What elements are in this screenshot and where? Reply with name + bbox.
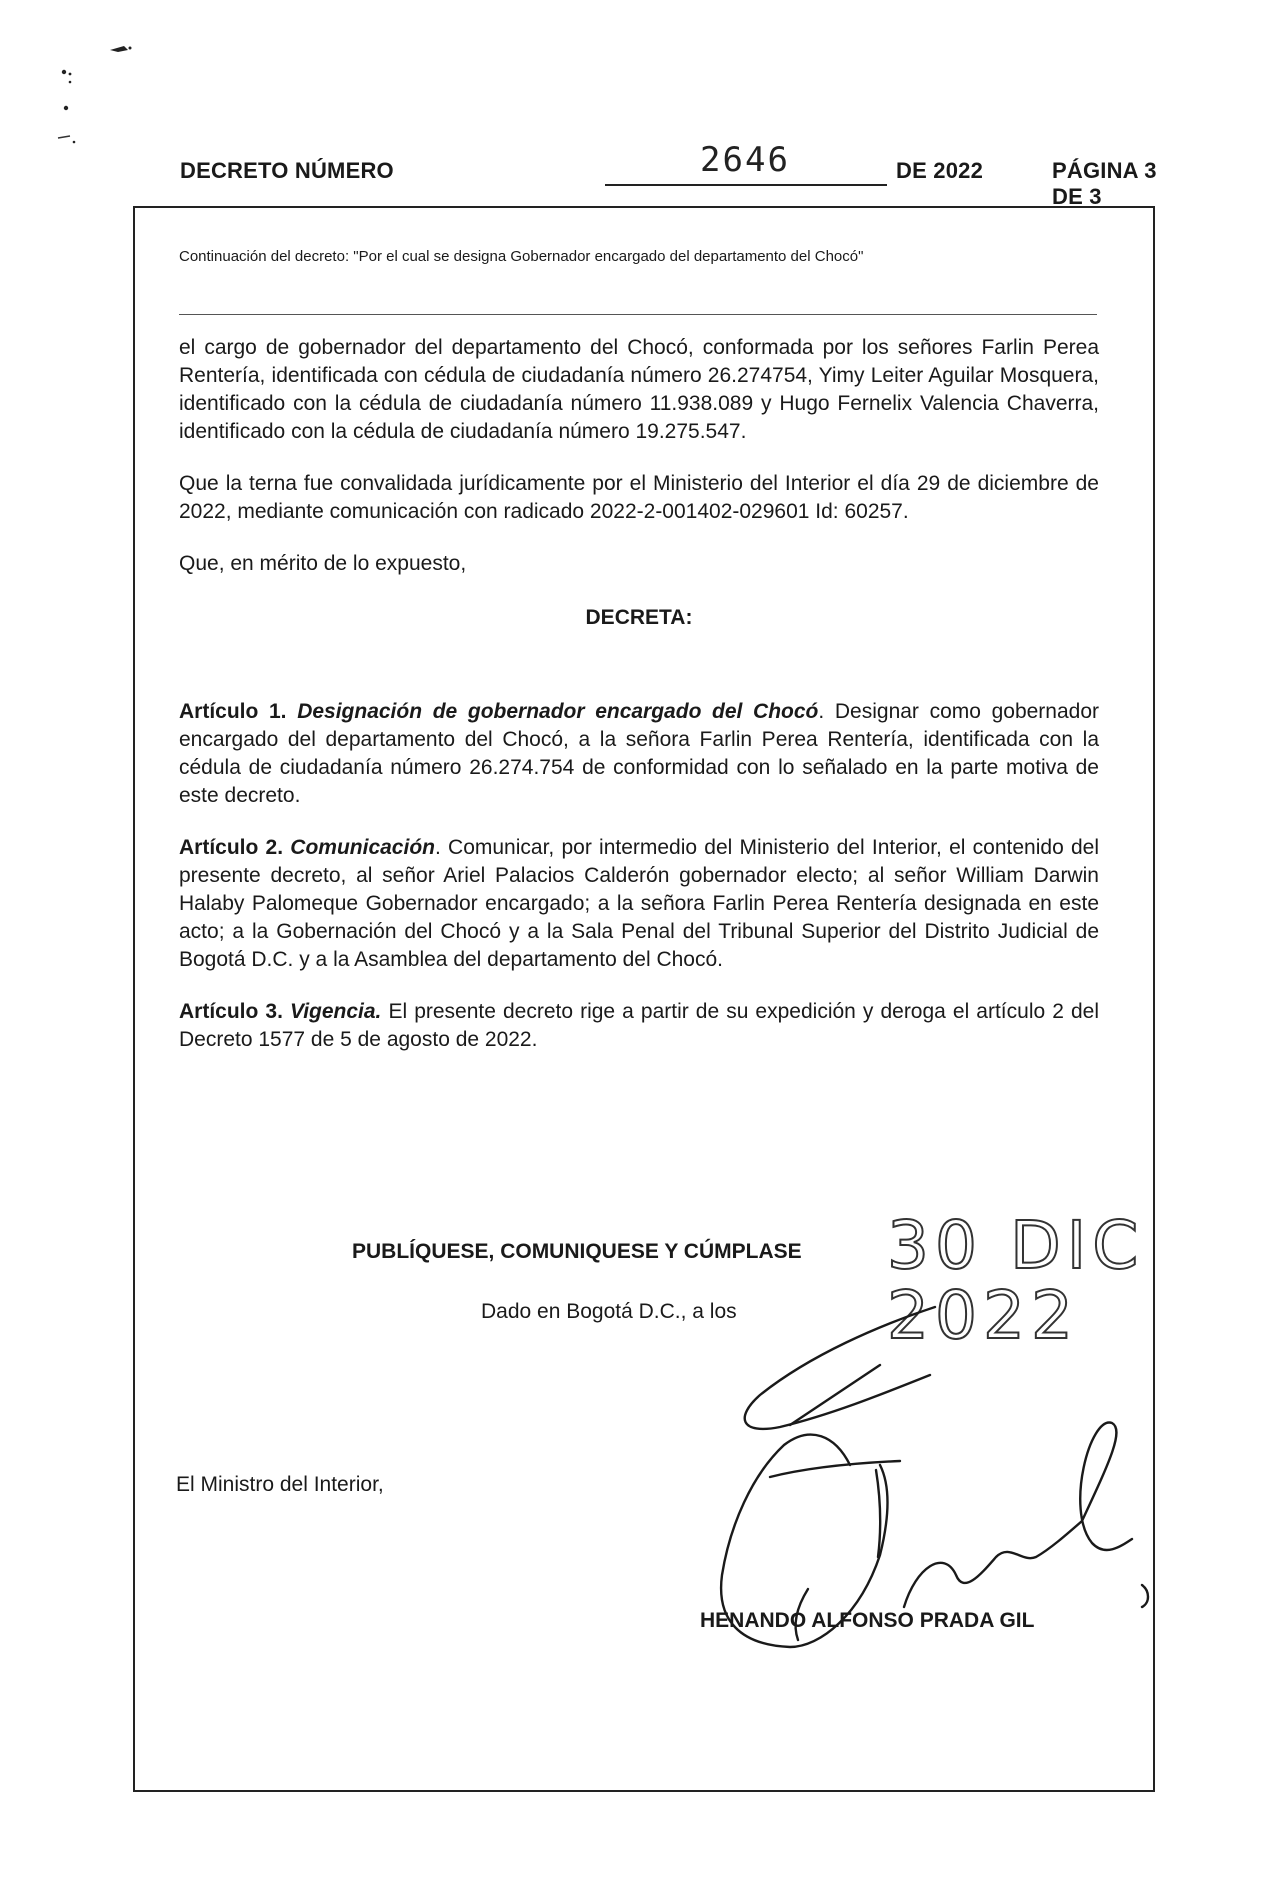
article-1 [179, 698, 1099, 810]
decree-number-line [605, 184, 887, 186]
article-3-title: Vigencia. [289, 1000, 382, 1023]
article-3 [179, 998, 1099, 1054]
decree-body [179, 334, 1099, 1078]
date-stamp: 30 DIC 2022 [887, 1207, 1145, 1354]
signer-name: HENANDO ALFONSO PRADA GIL [700, 1609, 1035, 1632]
article-2-number: Artículo 2. [179, 836, 284, 859]
article-2 [179, 834, 1099, 974]
article-3-text: El presente decreto rige a partir de su expedición y deroga el artículo 2 del Decreto 1577 de 5 de agosto de 2022. [179, 1000, 1099, 1051]
article-3-number: Artículo 3. [179, 1000, 283, 1023]
decreta-heading: DECRETA: [585, 606, 693, 629]
paragraph-merito: Que, en mérito de lo expuesto, [179, 552, 467, 575]
continuation-divider [179, 314, 1097, 315]
decree-header [180, 140, 1180, 209]
closing-formula: PUBLÍQUESE, COMUNIQUESE Y CÚMPLASE [352, 1240, 802, 1263]
decree-number-label: DECRETO NÚMERO [180, 158, 394, 183]
article-1-title: Designación de gobernador encargado del Chocó [297, 700, 819, 723]
article-1-number: Artículo 1. [179, 700, 287, 723]
paragraph-terna: el cargo de gobernador del departamento del Chocó, conformada por los señores Farlin Perea Rentería, identificada con cédula de ciudadanía número 26.274754, Yimy Leiter Aguilar Mosquera, identificado con la cédula de ciudadanía número 11.938.089 y Hugo Fernelix Valencia Chaverra, identificado con la cédula de ciudadanía número 19.275.547. [179, 336, 1099, 443]
place-date-line: Dado en Bogotá D.C., a los [481, 1300, 737, 1323]
decree-year: DE 2022 [896, 158, 984, 183]
decree-number: 2646 [700, 140, 790, 180]
article-2-text: . Comunicar, por intermedio del Ministerio del Interior, el contenido del presente decreto, al señor Ariel Palacios Calderón gobernador electo; al señor William Darwin Halaby Palomeque Gobernador encargado; a la señora Farlin Perea Rentería designada en este acto; a la Gobernación del Chocó y a la Sala Penal del Tribunal Superior del Distrito Judicial de Bogotá D.C. y a la Asamblea del departamento del Chocó. [179, 836, 1099, 971]
paragraph-convalidada: Que la terna fue convalidada jurídicamente por el Ministerio del Interior el día 29 de diciembre de 2022, mediante comunicación con radicado 2022-2-001402-029601 Id: 60257. [179, 472, 1099, 523]
minister-label: El Ministro del Interior, [176, 1473, 384, 1496]
scan-specks [0, 0, 200, 200]
continuation-note: Continuación del decreto: "Por el cual se designa Gobernador encargado del departamento del Chocó" [179, 248, 864, 265]
page-indicator: PÁGINA 3 DE 3 [1052, 158, 1157, 209]
article-1-text: . Designar como gobernador encargado del departamento del Chocó, a la señora Farlin Perea Rentería, identificada con la cédula de ciudadanía número 26.274.754 de conformidad con lo señalado en la parte motiva de este decreto. [179, 700, 1100, 807]
article-2-title: Comunicación [290, 836, 435, 859]
